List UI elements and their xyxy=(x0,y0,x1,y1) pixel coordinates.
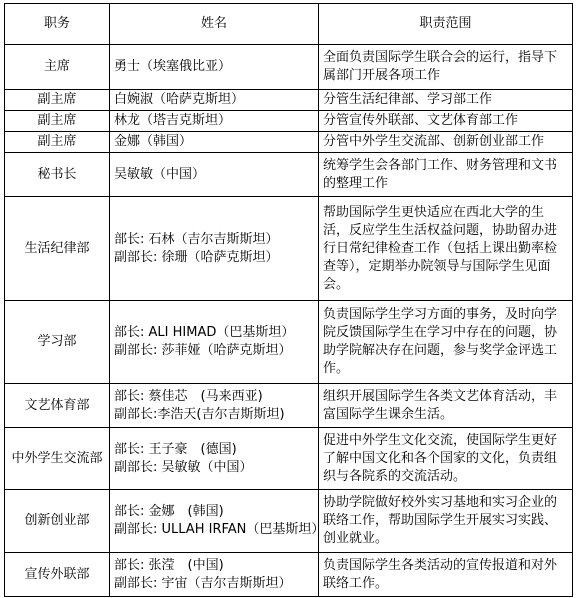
person-name: 副部长: 宇宙（吉尔吉斯斯坦） xyxy=(114,575,292,591)
person-name: 吴敏敏（中国） xyxy=(114,166,206,182)
person-name: 金娜（韩国） xyxy=(114,134,193,149)
position-cell: 生活纪律部 xyxy=(5,197,110,301)
table-row xyxy=(5,45,573,90)
person-name: 部长: 蔡佳芯 (马来西亚) xyxy=(114,388,263,404)
person-name: 白婉淑（哈萨克斯坦） xyxy=(114,92,245,107)
name-cell xyxy=(110,153,319,197)
person-name: 部长: 金娜 (韩国) xyxy=(114,504,224,519)
position-cell: 副主席 xyxy=(5,90,110,111)
person-name: 勇士（埃塞俄比亚） xyxy=(114,59,232,74)
person-name: 副部长: 莎菲娅（哈萨克斯坦） xyxy=(114,343,292,358)
responsibility-cell: 统筹学生会各部门工作、财务管理和文书的整理工作 xyxy=(319,153,573,197)
name-cell xyxy=(110,384,319,428)
position-cell: 副主席 xyxy=(5,132,110,153)
student-union-roles-table xyxy=(4,3,573,597)
table-row xyxy=(5,553,573,597)
person-name: 部长: 石林（吉尔吉斯斯坦） xyxy=(114,231,279,247)
responsibility-cell: 协助学院做好校外实习基地和实习企业的联络工作，帮助国际学生开展实习实践、创业就业。 xyxy=(319,490,573,553)
position-cell: 创新创业部 xyxy=(5,490,110,553)
responsibility-cell: 分管生活纪律部、学习部工作 xyxy=(319,90,573,111)
header-row xyxy=(5,4,573,45)
person-name: 部长: 王子豪 (德国) xyxy=(114,441,237,457)
responsibility-cell: 组织开展国际学生各类文艺体育活动，丰富国际学生课余生活。 xyxy=(319,384,573,428)
table-row xyxy=(5,153,573,197)
table-row xyxy=(5,111,573,132)
responsibility-cell: 负责国际学生各类活动的宣传报道和对外联络工作。 xyxy=(319,553,573,597)
position-cell: 副主席 xyxy=(5,111,110,132)
person-name: 副部长:李浩天(吉尔吉斯斯坦) xyxy=(114,406,285,422)
table-row xyxy=(5,197,573,301)
responsibility-cell: 负责国际学生学习方面的事务，及时向学院反馈国际学生在学习中存在的问题，协助学院解决存在问题，参与奖学金评选工作。 xyxy=(319,301,573,384)
person-name: 副部长: 徐珊（哈萨克斯坦） xyxy=(114,249,279,265)
position-cell: 文艺体育部 xyxy=(5,384,110,428)
table-row xyxy=(5,384,573,428)
table-row xyxy=(5,301,573,384)
responsibility-cell: 全面负责国际学生联合会的运行，指导下属部门开展各项工作 xyxy=(319,45,573,90)
position-cell: 宣传外联部 xyxy=(5,553,110,597)
name-cell xyxy=(110,197,319,301)
responsibility-cell: 分管宣传外联部、文艺体育部工作 xyxy=(319,111,573,132)
name-cell xyxy=(110,553,319,597)
table-row xyxy=(5,490,573,553)
table-row xyxy=(5,132,573,153)
name-cell xyxy=(110,301,319,384)
person-name: 副部长: 吴敏敏（中国） xyxy=(114,459,253,475)
person-name: 部长: 张滢 (中国) xyxy=(114,557,224,573)
person-name: 副部长: ULLAH IRFAN（巴基斯坦） xyxy=(114,522,325,537)
name-cell xyxy=(110,90,319,111)
name-cell xyxy=(110,490,325,553)
table-row xyxy=(5,428,573,490)
responsibility-cell: 分管中外学生交流部、创新创业部工作 xyxy=(319,132,573,153)
responsibility-cell: 帮助国际学生更快适应在西北大学的生活，反应学生生活权益问题，协助留办进行日常纪律检查工作（包括上课出勤率检查等），定期举办院领导与国际学生见面会。 xyxy=(319,197,573,301)
person-name: 部长: ALI HIMAD（巴基斯坦） xyxy=(114,325,295,340)
position-cell: 中外学生交流部 xyxy=(5,428,110,490)
header-responsibility: 职责范围 xyxy=(319,4,573,45)
person-name: 林龙（塔吉克斯坦） xyxy=(114,113,232,128)
position-cell: 主席 xyxy=(5,45,110,90)
name-cell xyxy=(110,428,319,490)
name-cell xyxy=(110,111,319,132)
name-cell xyxy=(110,132,319,153)
header-position: 职务 xyxy=(5,4,110,45)
name-cell xyxy=(110,45,319,90)
position-cell: 学习部 xyxy=(5,301,110,384)
position-cell: 秘书长 xyxy=(5,153,110,197)
responsibility-cell: 促进中外学生文化交流，使国际学生更好了解中国文化和各个国家的文化，负责组织与各院系的交流活动。 xyxy=(319,428,573,490)
table-row xyxy=(5,90,573,111)
header-name: 姓名 xyxy=(110,4,319,45)
